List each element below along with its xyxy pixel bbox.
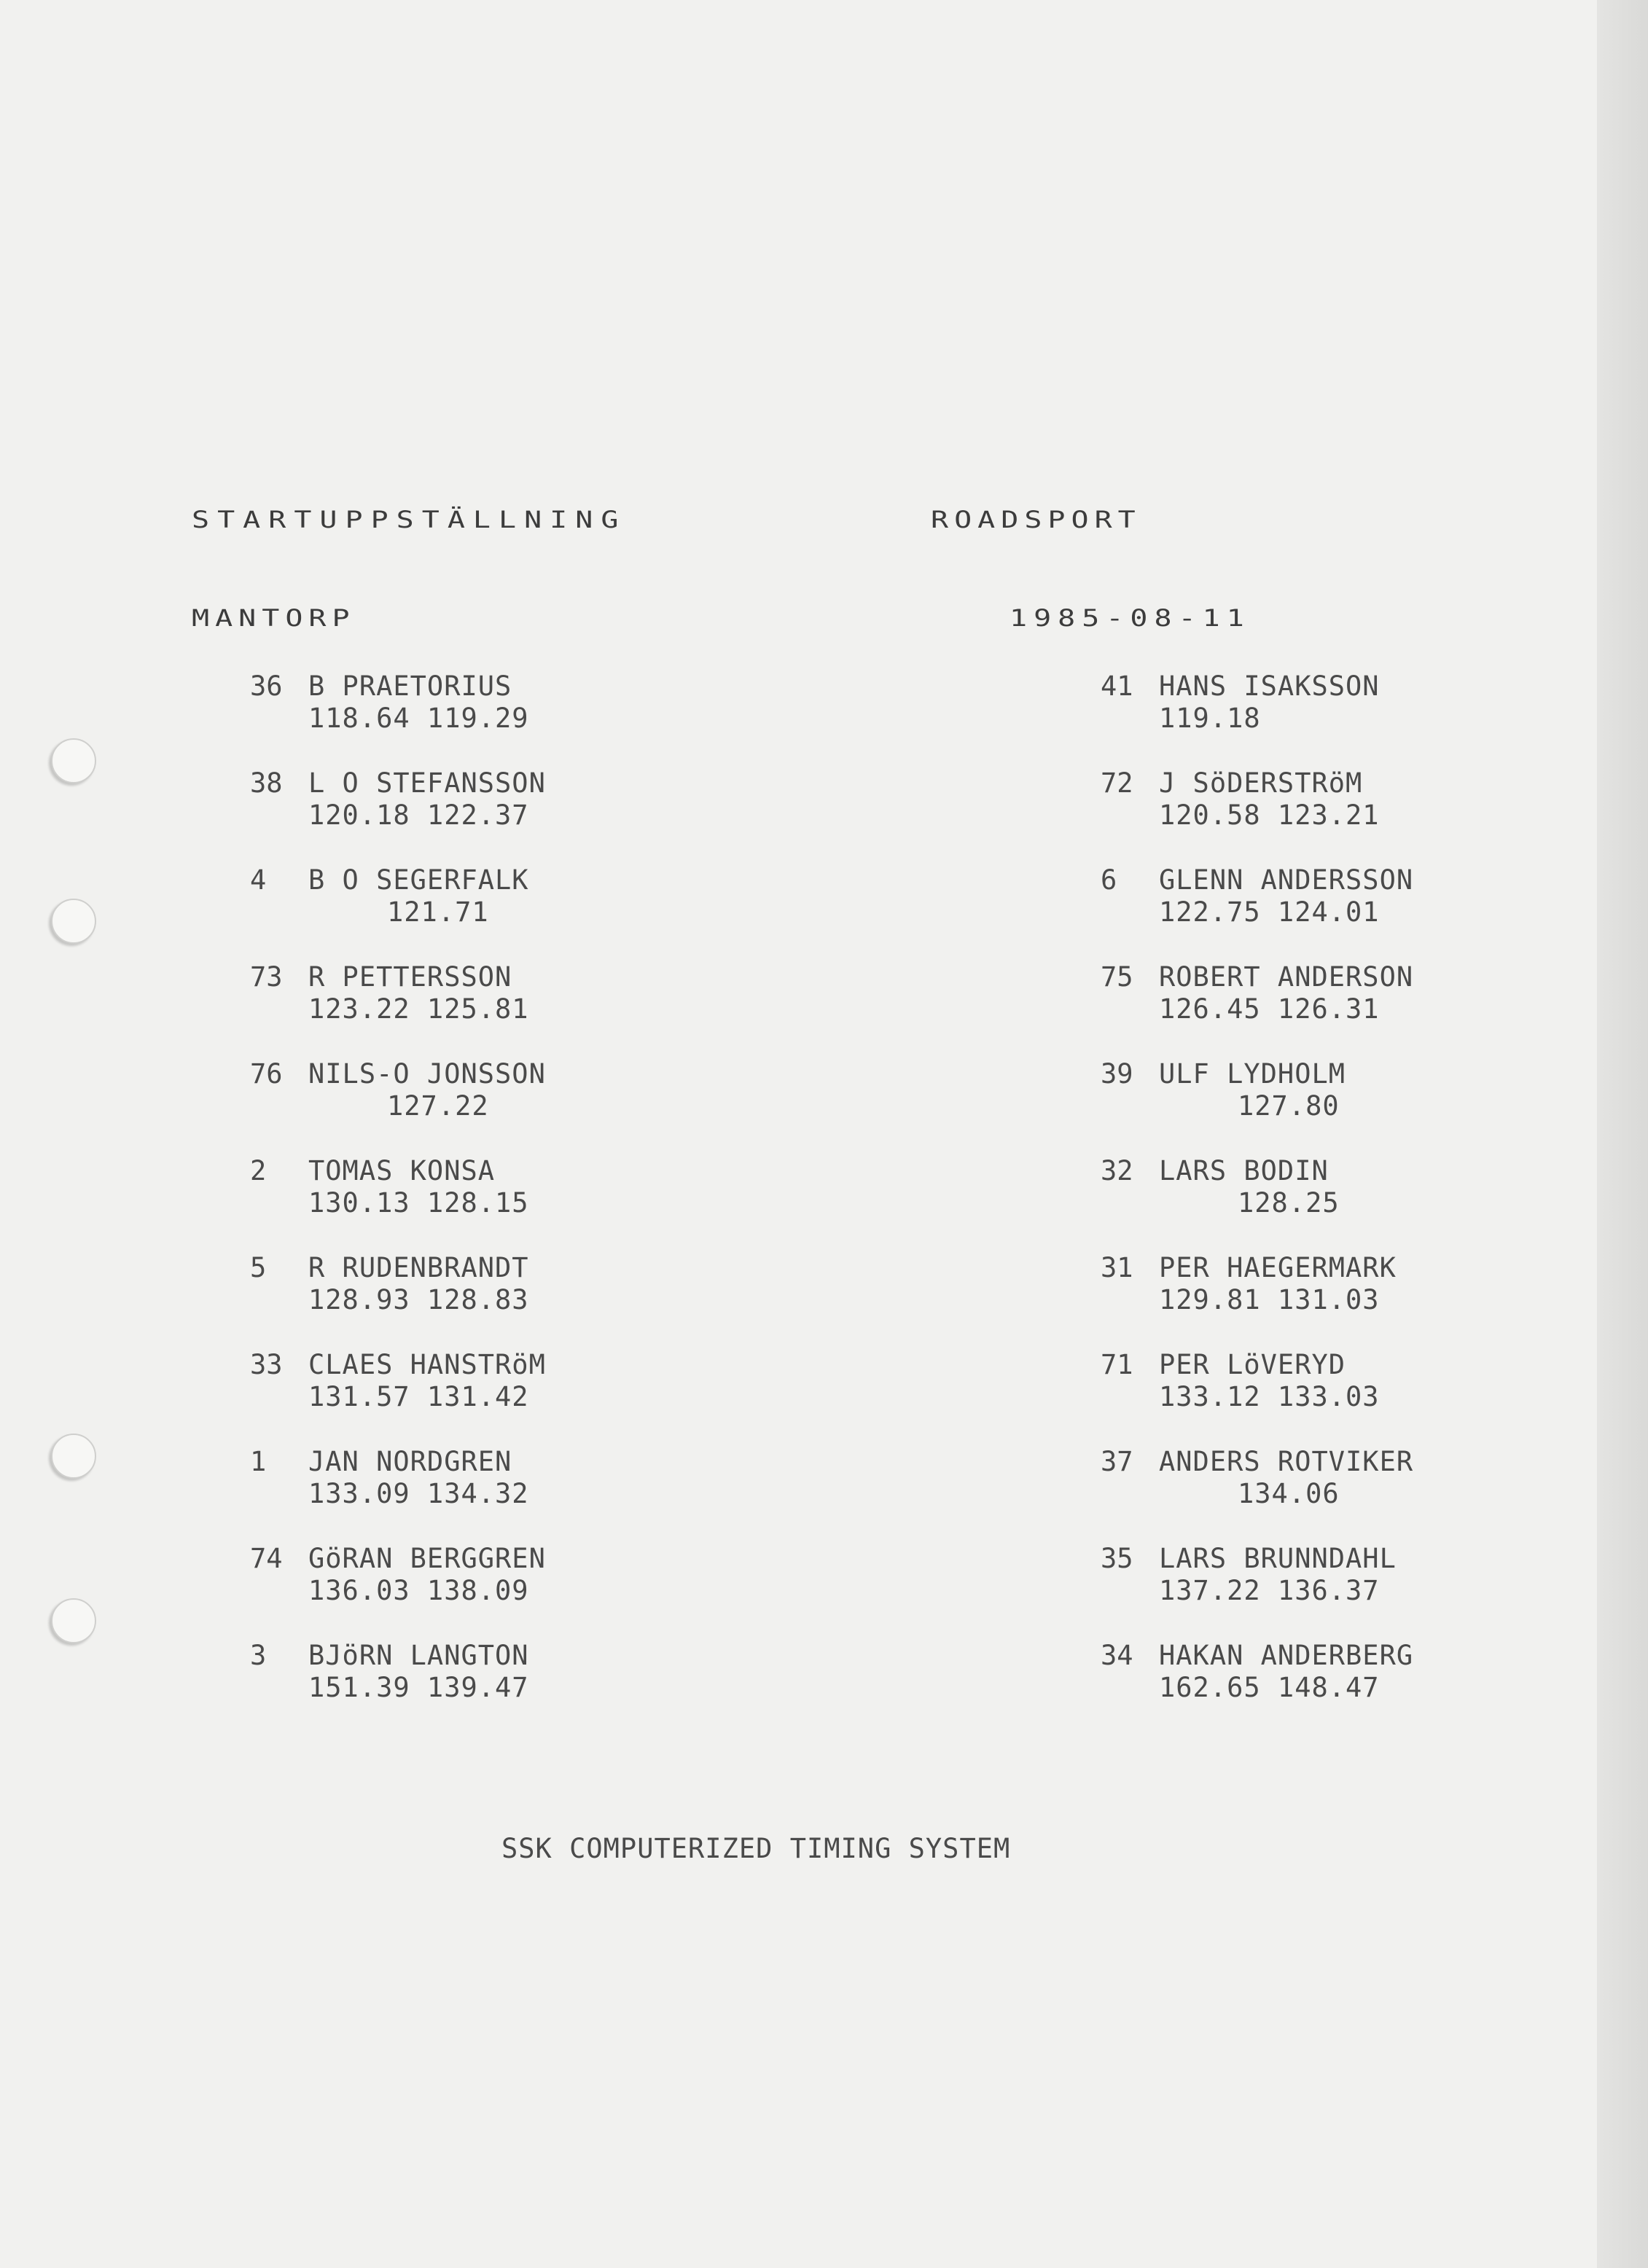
driver-name: ROBERT ANDERSON xyxy=(1159,961,1414,993)
lap-times: 128.93 128.83 xyxy=(308,1284,529,1315)
lap-times: 162.65 148.47 xyxy=(1159,1672,1380,1703)
lap-times: 126.45 126.31 xyxy=(1159,993,1380,1025)
driver-name: PER HAEGERMARK xyxy=(1159,1252,1397,1283)
lap-times: 127.80 xyxy=(1238,1090,1340,1122)
lap-times: 118.64 119.29 xyxy=(308,703,529,734)
punch-hole xyxy=(51,738,96,783)
driver-name: GöRAN BERGGREN xyxy=(308,1543,546,1574)
driver-entry xyxy=(1101,1349,1380,1413)
driver-entry xyxy=(1101,1155,1340,1219)
driver-name: CLAES HANSTRöM xyxy=(308,1349,546,1380)
driver-name: LARS BODIN xyxy=(1159,1155,1329,1186)
driver-name: JAN NORDGREN xyxy=(308,1446,512,1477)
driver-line xyxy=(250,864,529,896)
driver-line xyxy=(1101,1640,1413,1672)
car-number: 75 xyxy=(1101,961,1133,993)
driver-name: HAKAN ANDERBERG xyxy=(1159,1640,1414,1671)
lap-times: 137.22 136.37 xyxy=(1159,1575,1380,1606)
car-number: 76 xyxy=(250,1058,283,1090)
driver-entry xyxy=(250,864,529,928)
driver-entry xyxy=(250,1155,529,1219)
car-number: 41 xyxy=(1101,670,1133,702)
car-number: 6 xyxy=(1101,864,1117,896)
driver-name: L O STEFANSSON xyxy=(308,767,546,799)
car-number: 34 xyxy=(1101,1640,1133,1671)
driver-entry xyxy=(250,1058,546,1122)
footer-text: SSK COMPUTERIZED TIMING SYSTEM xyxy=(501,1833,1011,1864)
driver-line xyxy=(1101,1543,1397,1575)
driver-entry xyxy=(1101,1543,1397,1607)
car-number: 71 xyxy=(1101,1349,1133,1380)
driver-entry xyxy=(250,1640,529,1704)
driver-entry xyxy=(250,1252,529,1316)
driver-line xyxy=(250,1058,546,1090)
driver-name: HANS ISAKSSON xyxy=(1159,670,1380,702)
driver-entry xyxy=(1101,767,1380,832)
driver-line xyxy=(250,1349,546,1381)
document-subtitle: ROADSPORT xyxy=(931,507,1141,533)
lap-times: 136.03 138.09 xyxy=(308,1575,529,1606)
driver-name: TOMAS KONSA xyxy=(308,1155,496,1186)
car-number: 33 xyxy=(250,1349,283,1380)
driver-line xyxy=(250,1155,529,1187)
punch-hole xyxy=(51,899,96,944)
lap-times: 127.22 xyxy=(387,1090,489,1122)
driver-line xyxy=(1101,1349,1380,1381)
car-number: 1 xyxy=(250,1446,267,1477)
lap-times: 120.58 123.21 xyxy=(1159,799,1380,831)
event-date: 1985-08-11 xyxy=(1010,605,1251,632)
car-number: 73 xyxy=(250,961,283,993)
punch-hole xyxy=(51,1434,96,1479)
driver-name: R PETTERSSON xyxy=(308,961,512,993)
car-number: 72 xyxy=(1101,767,1133,799)
driver-entry xyxy=(250,961,529,1025)
car-number: 36 xyxy=(250,670,283,702)
driver-line xyxy=(250,670,529,703)
punch-hole xyxy=(51,1598,96,1643)
driver-entry xyxy=(1101,670,1380,735)
driver-line xyxy=(250,1446,529,1478)
driver-name: ANDERS ROTVIKER xyxy=(1159,1446,1414,1477)
driver-line xyxy=(250,1640,529,1672)
lap-times: 133.12 133.03 xyxy=(1159,1381,1380,1412)
lap-times: 121.71 xyxy=(387,896,489,928)
lap-times: 119.18 xyxy=(1159,703,1261,734)
car-number: 3 xyxy=(250,1640,267,1671)
driver-name: ULF LYDHOLM xyxy=(1159,1058,1346,1090)
driver-entry xyxy=(1101,1446,1413,1510)
driver-name: B O SEGERFALK xyxy=(308,864,529,896)
car-number: 2 xyxy=(250,1155,267,1186)
driver-line xyxy=(250,961,529,993)
driver-entry xyxy=(1101,961,1413,1025)
lap-times: 131.57 131.42 xyxy=(308,1381,529,1412)
driver-entry xyxy=(250,670,529,735)
lap-times: 123.22 125.81 xyxy=(308,993,529,1025)
driver-line xyxy=(250,767,546,799)
document-title: STARTUPPSTÄLLNING xyxy=(192,507,627,533)
driver-name: R RUDENBRANDT xyxy=(308,1252,529,1283)
driver-name: J SöDERSTRöM xyxy=(1159,767,1363,799)
driver-entry xyxy=(1101,1640,1413,1704)
driver-line xyxy=(1101,864,1413,896)
driver-line xyxy=(1101,961,1413,993)
driver-name: LARS BRUNNDAHL xyxy=(1159,1543,1397,1574)
lap-times: 122.75 124.01 xyxy=(1159,896,1380,928)
driver-name: NILS-O JONSSON xyxy=(308,1058,546,1090)
driver-line xyxy=(1101,1058,1346,1090)
lap-times: 133.09 134.32 xyxy=(308,1478,529,1509)
car-number: 5 xyxy=(250,1252,267,1283)
driver-entry xyxy=(1101,1252,1397,1316)
lap-times: 134.06 xyxy=(1238,1478,1340,1509)
driver-entry xyxy=(1101,864,1413,928)
driver-name: BJöRN LANGTON xyxy=(308,1640,529,1671)
driver-name: GLENN ANDERSSON xyxy=(1159,864,1414,896)
lap-times: 151.39 139.47 xyxy=(308,1672,529,1703)
driver-line xyxy=(1101,1446,1413,1478)
lap-times: 129.81 131.03 xyxy=(1159,1284,1380,1315)
car-number: 39 xyxy=(1101,1058,1133,1090)
lap-times: 130.13 128.15 xyxy=(308,1187,529,1219)
car-number: 32 xyxy=(1101,1155,1133,1186)
driver-line xyxy=(1101,670,1380,703)
car-number: 31 xyxy=(1101,1252,1133,1283)
driver-name: PER LöVERYD xyxy=(1159,1349,1346,1380)
driver-entry xyxy=(250,1446,529,1510)
lap-times: 120.18 122.37 xyxy=(308,799,529,831)
driver-line xyxy=(1101,1155,1340,1187)
car-number: 37 xyxy=(1101,1446,1133,1477)
car-number: 4 xyxy=(250,864,267,896)
driver-line xyxy=(250,1543,546,1575)
car-number: 38 xyxy=(250,767,283,799)
car-number: 35 xyxy=(1101,1543,1133,1574)
driver-entry xyxy=(250,1349,546,1413)
driver-line xyxy=(1101,1252,1397,1284)
lap-times: 128.25 xyxy=(1238,1187,1340,1219)
driver-line xyxy=(250,1252,529,1284)
page-edge xyxy=(1597,0,1648,2268)
driver-entry xyxy=(250,767,546,832)
driver-name: B PRAETORIUS xyxy=(308,670,512,702)
driver-entry xyxy=(250,1543,546,1607)
car-number: 74 xyxy=(250,1543,283,1574)
driver-line xyxy=(1101,767,1380,799)
venue-name: MANTORP xyxy=(192,605,356,632)
driver-entry xyxy=(1101,1058,1346,1122)
